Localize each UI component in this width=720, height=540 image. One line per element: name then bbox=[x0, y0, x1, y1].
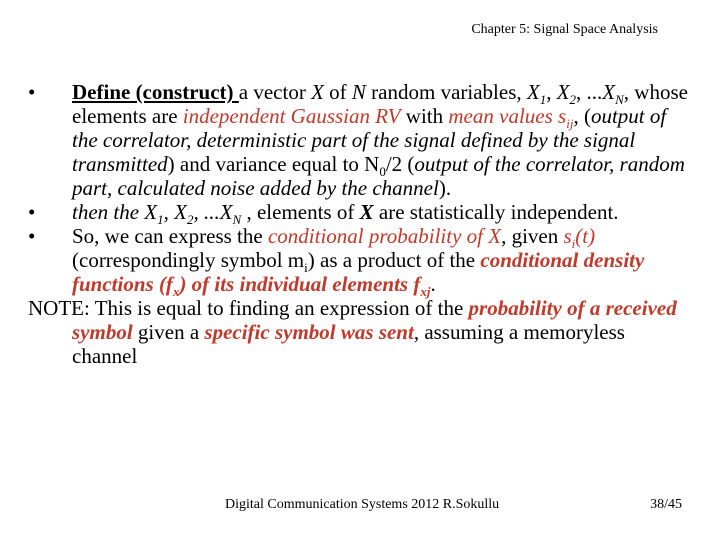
highlight-text: ij bbox=[566, 116, 574, 132]
highlight-text: conditional probability of X bbox=[267, 224, 502, 248]
define-heading: Define (construct) bbox=[72, 80, 239, 104]
text-run: X bbox=[526, 80, 540, 104]
bullet-marker: • bbox=[28, 200, 36, 224]
highlight-text: probability of a received symbol bbox=[72, 296, 677, 344]
text-run: ). bbox=[438, 176, 452, 200]
highlight-text: s bbox=[563, 224, 572, 248]
text-run: , ... bbox=[576, 80, 603, 104]
text-run: with bbox=[400, 104, 449, 128]
text-run: 0 bbox=[379, 164, 386, 180]
text-run: N bbox=[232, 212, 242, 228]
text-run: of bbox=[323, 80, 352, 104]
text-run: then the X bbox=[72, 200, 158, 224]
text-run: X bbox=[359, 200, 374, 224]
text-run: NOTE: This is equal to finding an expression of the bbox=[28, 296, 469, 320]
text-run: i bbox=[304, 260, 308, 276]
highlight-text: (t) bbox=[575, 224, 596, 248]
bullet-item-define bbox=[28, 80, 693, 200]
highlight-text: conditional density functions (f bbox=[72, 248, 645, 296]
text-run: N bbox=[615, 92, 624, 108]
text-run: , assuming a memoryless channel bbox=[72, 320, 625, 368]
text-run: /2 ( bbox=[385, 152, 415, 176]
highlight-text: mean values s bbox=[448, 104, 567, 128]
text-run: given a bbox=[132, 320, 205, 344]
text-run: X bbox=[602, 80, 616, 104]
highlight-text: specific symbol was sent bbox=[204, 320, 414, 344]
slide-body bbox=[28, 80, 693, 368]
text-run: X bbox=[311, 80, 324, 104]
text-run: random variables, bbox=[365, 80, 527, 104]
text-run: , given bbox=[501, 224, 564, 248]
text-run: 2 bbox=[186, 212, 194, 228]
chapter-title: Chapter 5: Signal Space Analysis bbox=[471, 22, 658, 37]
highlight-text: ) of its individual elements f bbox=[179, 272, 421, 296]
highlight-text: i bbox=[571, 236, 576, 252]
bullet-marker: • bbox=[28, 80, 36, 104]
text-run: X bbox=[556, 80, 570, 104]
text-run: 1 bbox=[539, 92, 547, 108]
text-run: , bbox=[546, 80, 557, 104]
text-run: 1 bbox=[157, 212, 164, 228]
text-run: , X bbox=[163, 200, 187, 224]
bullet-item-conditional bbox=[28, 224, 693, 300]
text-run: (correspondingly symbol m bbox=[72, 248, 305, 272]
highlight-text: independent Gaussian RV bbox=[182, 104, 401, 128]
text-run: output of the correlator, random part, calculated noise added by the channel bbox=[72, 152, 685, 200]
text-run: ) and variance equal to N bbox=[167, 152, 380, 176]
text-run: ) as a product of the bbox=[307, 248, 481, 272]
text-run: a vector bbox=[238, 80, 312, 104]
page-number: 38/45 bbox=[650, 497, 682, 512]
text-run: , whose elements are bbox=[72, 80, 688, 128]
bullet-marker: • bbox=[28, 224, 36, 248]
text-run: , ( bbox=[573, 104, 591, 128]
text-run: 2 bbox=[569, 92, 577, 108]
text-run: N bbox=[351, 80, 366, 104]
text-run: , elements of bbox=[241, 200, 360, 224]
text-run: output of the correlator, deterministic part of the signal defined by the signal transmitted bbox=[72, 104, 667, 176]
text-run: . bbox=[430, 272, 436, 296]
note-paragraph bbox=[28, 296, 693, 368]
bullet-item-independent bbox=[28, 200, 693, 228]
highlight-text: x bbox=[172, 284, 180, 300]
text-run: So, we can express the bbox=[72, 224, 268, 248]
text-run: are statistically independent. bbox=[373, 200, 619, 224]
footer-text: Digital Communication Systems 2012 R.Sokullu bbox=[225, 497, 500, 512]
text-run: , ...X bbox=[193, 200, 233, 224]
highlight-text: xj bbox=[420, 284, 431, 300]
